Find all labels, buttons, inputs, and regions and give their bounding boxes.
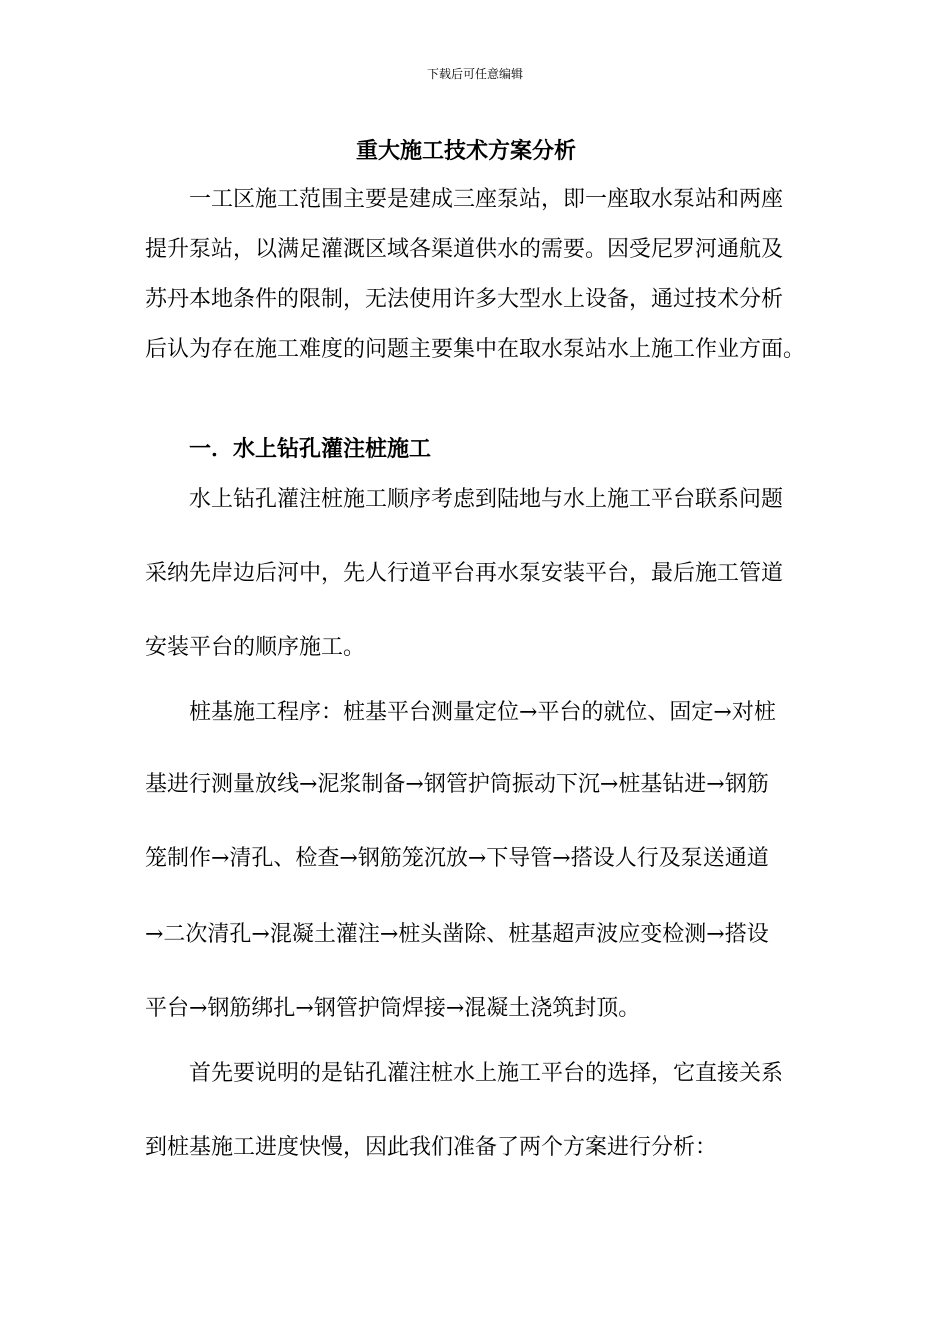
paragraph-line: 后认为存在施工难度的问题主要集中在取水泵站水上施工作业方面。 — [145, 337, 806, 362]
paragraph-line: 提升泵站，以满足灌溉区域各渠道供水的需要。因受尼罗河通航及 — [145, 237, 784, 262]
paragraph-line: 桩基施工程序：桩基平台测量定位→平台的就位、固定→对桩 — [189, 700, 776, 725]
paragraph-line: →二次清孔→混凝土灌注→桩头凿除、桩基超声波应变检测→搭设 — [145, 922, 769, 947]
paragraph-line: 采纳先岸边后河中，先人行道平台再水泵安装平台，最后施工管道 — [145, 561, 784, 586]
paragraph-line: 水上钻孔灌注桩施工顺序考虑到陆地与水上施工平台联系问题 — [189, 487, 784, 512]
paragraph-line: 一工区施工范围主要是建成三座泵站，即一座取水泵站和两座 — [189, 187, 784, 212]
paragraph-line: 基进行测量放线→泥浆制备→钢管护筒振动下沉→桩基钻进→钢筋 — [145, 772, 769, 797]
section-heading: 一．水上钻孔灌注桩施工 — [189, 436, 432, 462]
paragraph-line: 首先要说明的是钻孔灌注桩水上施工平台的选择，它直接关系 — [189, 1061, 784, 1086]
paragraph-line: 安装平台的顺序施工。 — [145, 635, 366, 660]
paragraph-line: 到桩基施工进度快慢，因此我们准备了两个方案进行分析： — [145, 1135, 718, 1160]
paragraph-line: 笼制作→清孔、检查→钢筋笼沉放→下导管→搭设人行及泵送通道 — [145, 846, 769, 871]
paragraph-line: 苏丹本地条件的限制，无法使用许多大型水上设备，通过技术分析 — [145, 287, 784, 312]
document-title: 重大施工技术方案分析 — [355, 138, 576, 164]
page-header-note: 下载后可任意编辑 — [426, 67, 523, 81]
paragraph-line: 平台→钢筋绑扎→钢管护筒焊接→混凝土浇筑封顶。 — [145, 996, 641, 1021]
